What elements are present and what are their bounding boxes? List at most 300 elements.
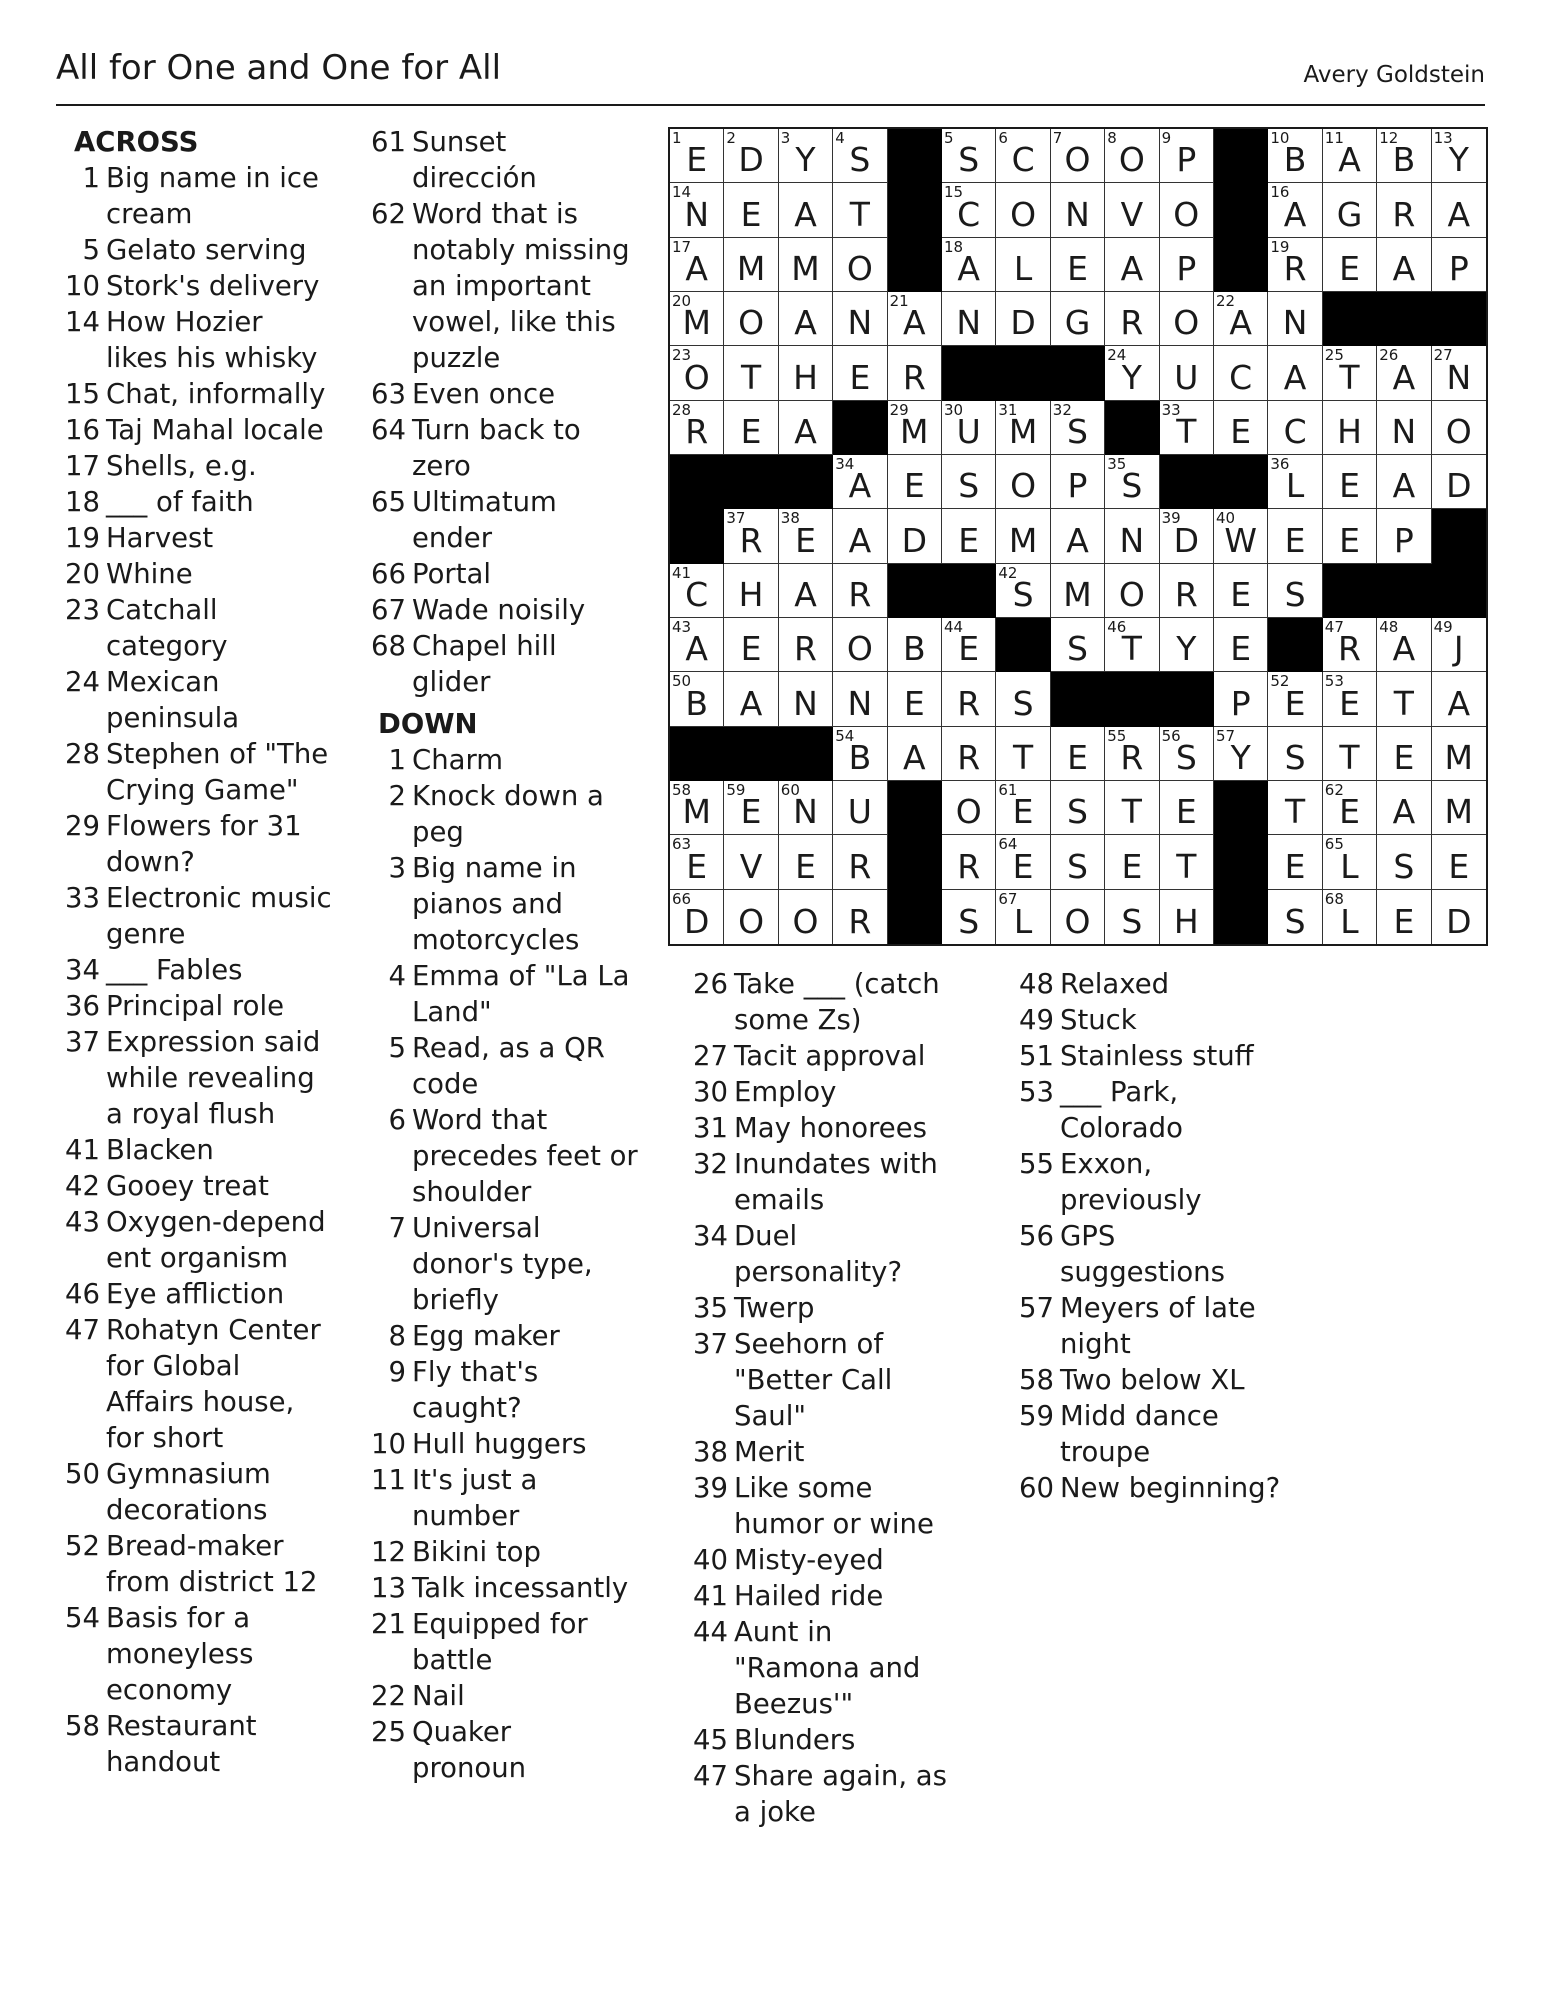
black-square xyxy=(1214,238,1268,292)
grid-cell[interactable] xyxy=(1051,292,1105,346)
clue-text-line: ender xyxy=(412,522,493,554)
grid-cell[interactable] xyxy=(724,618,778,672)
grid-cell[interactable] xyxy=(942,183,996,237)
clue-text-line: Mexican xyxy=(106,666,220,698)
across-clue-67[interactable] xyxy=(364,592,664,628)
down-heading: DOWN xyxy=(378,708,478,740)
grid-cell[interactable] xyxy=(1268,346,1322,400)
grid-cell[interactable] xyxy=(1268,292,1322,346)
across-clue-24[interactable] xyxy=(58,664,358,736)
down-clue-7[interactable] xyxy=(364,1210,664,1318)
grid-cell[interactable] xyxy=(1432,672,1486,726)
grid-cell[interactable] xyxy=(833,183,887,237)
grid-cell[interactable] xyxy=(996,727,1050,781)
grid-cell[interactable] xyxy=(1377,346,1431,400)
grid-cell[interactable] xyxy=(1051,509,1105,563)
across-clue-14[interactable] xyxy=(58,304,358,376)
grid-cell[interactable] xyxy=(724,890,778,944)
across-clue-43[interactable] xyxy=(58,1204,358,1276)
grid-cell[interactable] xyxy=(888,401,942,455)
across-clue-66[interactable] xyxy=(364,556,664,592)
grid-cell[interactable] xyxy=(1214,401,1268,455)
clue-number: 23 xyxy=(65,594,100,626)
cell-letter: O xyxy=(846,248,873,288)
grid-cell[interactable] xyxy=(1214,727,1268,781)
grid-cell[interactable] xyxy=(779,509,833,563)
grid-cell[interactable] xyxy=(779,292,833,346)
grid-cell[interactable] xyxy=(1323,781,1377,835)
grid-cell[interactable] xyxy=(1268,672,1322,726)
grid-cell[interactable] xyxy=(724,781,778,835)
grid-cell[interactable] xyxy=(1377,129,1431,183)
grid-cell[interactable] xyxy=(1160,292,1214,346)
grid-cell[interactable] xyxy=(1432,890,1486,944)
grid-cell[interactable] xyxy=(1105,183,1159,237)
grid-cell[interactable] xyxy=(833,618,887,672)
grid-cell[interactable] xyxy=(1214,564,1268,618)
grid-cell[interactable] xyxy=(1051,890,1105,944)
down-clue-34[interactable] xyxy=(686,1218,986,1290)
grid-cell[interactable] xyxy=(996,672,1050,726)
down-clue-47[interactable] xyxy=(686,1758,986,1830)
cell-number: 68 xyxy=(1324,889,1344,908)
down-clue-40[interactable] xyxy=(686,1542,986,1578)
clue-text-line: donor's type, xyxy=(412,1248,593,1280)
grid-cell[interactable] xyxy=(779,564,833,618)
grid-cell[interactable] xyxy=(1377,835,1431,889)
grid-cell[interactable] xyxy=(1377,238,1431,292)
grid-cell[interactable] xyxy=(670,890,724,944)
grid-cell[interactable] xyxy=(888,292,942,346)
grid-cell[interactable] xyxy=(942,292,996,346)
grid-cell[interactable] xyxy=(942,835,996,889)
across-clue-62[interactable] xyxy=(364,196,664,376)
down-clue-3[interactable] xyxy=(364,850,664,958)
grid-cell[interactable] xyxy=(1323,401,1377,455)
grid-cell[interactable] xyxy=(996,238,1050,292)
across-clue-37[interactable] xyxy=(58,1024,358,1132)
grid-cell[interactable] xyxy=(1377,509,1431,563)
down-clue-4[interactable] xyxy=(364,958,664,1030)
grid-cell[interactable] xyxy=(1105,509,1159,563)
down-clue-56[interactable] xyxy=(1012,1218,1312,1290)
clue-number: 39 xyxy=(693,1472,728,1504)
down-clue-11[interactable] xyxy=(364,1462,664,1534)
down-clue-22[interactable] xyxy=(364,1678,664,1714)
grid-cell[interactable] xyxy=(942,618,996,672)
grid-cell[interactable] xyxy=(1051,781,1105,835)
grid-cell[interactable] xyxy=(996,129,1050,183)
grid-cell[interactable] xyxy=(996,781,1050,835)
down-clue-51[interactable] xyxy=(1012,1038,1312,1074)
cell-letter: L xyxy=(1340,901,1359,941)
grid-cell[interactable] xyxy=(1214,346,1268,400)
black-square xyxy=(1214,890,1268,944)
grid-cell[interactable] xyxy=(1432,455,1486,509)
grid-cell[interactable] xyxy=(833,292,887,346)
grid-cell[interactable] xyxy=(1160,564,1214,618)
grid-cell[interactable] xyxy=(1377,727,1431,781)
grid-cell[interactable] xyxy=(779,672,833,726)
across-clue-54[interactable] xyxy=(58,1600,358,1708)
across-clue-63[interactable] xyxy=(364,376,664,412)
grid-cell[interactable] xyxy=(779,401,833,455)
across-clue-15[interactable] xyxy=(58,376,358,412)
grid-cell[interactable] xyxy=(1323,455,1377,509)
clue-text-line: vowel, like this xyxy=(412,306,616,338)
grid-cell[interactable] xyxy=(670,835,724,889)
grid-cell[interactable] xyxy=(833,346,887,400)
grid-cell[interactable] xyxy=(1051,618,1105,672)
grid-cell[interactable] xyxy=(670,346,724,400)
grid-cell[interactable] xyxy=(670,129,724,183)
clue-text-line: Saul" xyxy=(734,1400,807,1432)
down-clue-21[interactable] xyxy=(364,1606,664,1678)
across-clue-34[interactable] xyxy=(58,952,358,988)
across-clue-50[interactable] xyxy=(58,1456,358,1528)
cell-number: 9 xyxy=(1161,129,1172,147)
grid-cell[interactable] xyxy=(1432,238,1486,292)
grid-cell[interactable] xyxy=(833,129,887,183)
across-clue-47[interactable] xyxy=(58,1312,358,1456)
grid-cell[interactable] xyxy=(1105,890,1159,944)
cell-letter: R xyxy=(957,737,981,777)
down-clue-35[interactable] xyxy=(686,1290,986,1326)
cell-letter: A xyxy=(848,466,872,506)
across-clue-1[interactable] xyxy=(58,160,358,232)
across-clue-36[interactable] xyxy=(58,988,358,1024)
grid-cell[interactable] xyxy=(1051,238,1105,292)
cell-letter: D xyxy=(1173,520,1199,560)
grid-cell[interactable] xyxy=(1105,618,1159,672)
grid-cell[interactable] xyxy=(1268,781,1322,835)
grid-cell[interactable] xyxy=(1051,401,1105,455)
grid-cell[interactable] xyxy=(724,238,778,292)
grid-cell[interactable] xyxy=(1268,890,1322,944)
down-clue-25[interactable] xyxy=(364,1714,664,1786)
cell-letter: R xyxy=(1283,248,1307,288)
across-clue-65[interactable] xyxy=(364,484,664,556)
grid-cell[interactable] xyxy=(670,401,724,455)
grid-cell[interactable] xyxy=(942,781,996,835)
grid-cell[interactable] xyxy=(1051,727,1105,781)
grid-cell[interactable] xyxy=(1432,183,1486,237)
across-clue-58[interactable] xyxy=(58,1708,358,1780)
down-clue-5[interactable] xyxy=(364,1030,664,1102)
grid-cell[interactable] xyxy=(833,781,887,835)
grid-cell[interactable] xyxy=(1105,564,1159,618)
grid-cell[interactable] xyxy=(996,292,1050,346)
grid-cell[interactable] xyxy=(996,509,1050,563)
grid-cell[interactable] xyxy=(1432,618,1486,672)
across-clue-46[interactable] xyxy=(58,1276,358,1312)
down-clue-6[interactable] xyxy=(364,1102,664,1210)
down-clue-39[interactable] xyxy=(686,1470,986,1542)
grid-cell[interactable] xyxy=(1051,835,1105,889)
grid-cell[interactable] xyxy=(1323,890,1377,944)
grid-cell[interactable] xyxy=(1160,346,1214,400)
grid-cell[interactable] xyxy=(1268,238,1322,292)
clue-number: 18 xyxy=(65,486,100,518)
grid-cell[interactable] xyxy=(670,618,724,672)
clue-text-line: Word that xyxy=(412,1104,548,1136)
grid-cell[interactable] xyxy=(1160,509,1214,563)
across-clue-52[interactable] xyxy=(58,1528,358,1600)
grid-cell[interactable] xyxy=(1377,672,1431,726)
grid-cell[interactable] xyxy=(1268,455,1322,509)
down-clue-37[interactable] xyxy=(686,1326,986,1434)
grid-cell[interactable] xyxy=(1105,346,1159,400)
grid-cell[interactable] xyxy=(1160,238,1214,292)
grid-cell[interactable] xyxy=(833,672,887,726)
cell-letter: B xyxy=(1392,140,1416,180)
grid-cell[interactable] xyxy=(1323,835,1377,889)
black-square xyxy=(888,781,942,835)
down-clue-41[interactable] xyxy=(686,1578,986,1614)
grid-cell[interactable] xyxy=(1160,835,1214,889)
cell-letter: G xyxy=(1064,303,1091,343)
down-clue-58[interactable] xyxy=(1012,1362,1312,1398)
grid-cell[interactable] xyxy=(942,455,996,509)
grid-cell[interactable] xyxy=(1323,727,1377,781)
grid-cell[interactable] xyxy=(779,346,833,400)
grid-cell[interactable] xyxy=(833,890,887,944)
grid-cell[interactable] xyxy=(1105,129,1159,183)
down-clue-31[interactable] xyxy=(686,1110,986,1146)
clue-text-line: Hull huggers xyxy=(412,1428,587,1460)
down-clue-44[interactable] xyxy=(686,1614,986,1722)
grid-cell[interactable] xyxy=(1105,292,1159,346)
grid-cell[interactable] xyxy=(670,183,724,237)
grid-cell[interactable] xyxy=(1160,727,1214,781)
cell-letter: S xyxy=(958,901,980,941)
grid-cell[interactable] xyxy=(942,401,996,455)
grid-cell[interactable] xyxy=(1432,835,1486,889)
grid-cell[interactable] xyxy=(779,238,833,292)
grid-cell[interactable] xyxy=(1323,618,1377,672)
grid-cell[interactable] xyxy=(833,509,887,563)
grid-cell[interactable] xyxy=(670,238,724,292)
down-clue-60[interactable] xyxy=(1012,1470,1312,1506)
grid-cell[interactable] xyxy=(833,455,887,509)
grid-cell[interactable] xyxy=(724,672,778,726)
grid-cell[interactable] xyxy=(942,129,996,183)
grid-cell[interactable] xyxy=(996,455,1050,509)
grid-cell[interactable] xyxy=(1377,781,1431,835)
grid-cell[interactable] xyxy=(996,564,1050,618)
grid-cell[interactable] xyxy=(888,618,942,672)
grid-cell[interactable] xyxy=(996,401,1050,455)
grid-cell[interactable] xyxy=(833,564,887,618)
grid-cell[interactable] xyxy=(1268,509,1322,563)
down-clue-38[interactable] xyxy=(686,1434,986,1470)
across-clue-28[interactable] xyxy=(58,736,358,808)
grid-cell[interactable] xyxy=(1105,238,1159,292)
grid-cell[interactable] xyxy=(779,835,833,889)
black-square xyxy=(996,618,1050,672)
down-clue-2[interactable] xyxy=(364,778,664,850)
cell-number: 60 xyxy=(780,781,800,799)
across-clue-18[interactable] xyxy=(58,484,358,520)
grid-cell[interactable] xyxy=(670,672,724,726)
down-clue-57[interactable] xyxy=(1012,1290,1312,1362)
grid-cell[interactable] xyxy=(1105,455,1159,509)
across-clue-16[interactable] xyxy=(58,412,358,448)
grid-cell[interactable] xyxy=(888,346,942,400)
down-clue-48[interactable] xyxy=(1012,966,1312,1002)
down-clue-32[interactable] xyxy=(686,1146,986,1218)
grid-cell[interactable] xyxy=(1268,129,1322,183)
grid-cell[interactable] xyxy=(1377,890,1431,944)
clue-number: 37 xyxy=(693,1328,728,1360)
across-clue-19[interactable] xyxy=(58,520,358,556)
grid-cell[interactable] xyxy=(670,564,724,618)
across-clue-10[interactable] xyxy=(58,268,358,304)
grid-cell[interactable] xyxy=(1432,401,1486,455)
clue-number: 20 xyxy=(65,558,100,590)
grid-cell[interactable] xyxy=(1323,129,1377,183)
grid-cell[interactable] xyxy=(724,835,778,889)
grid-cell[interactable] xyxy=(1323,672,1377,726)
across-clue-61[interactable] xyxy=(364,124,664,196)
grid-cell[interactable] xyxy=(1105,727,1159,781)
grid-cell[interactable] xyxy=(724,129,778,183)
grid-cell[interactable] xyxy=(1214,618,1268,672)
grid-cell[interactable] xyxy=(1377,455,1431,509)
grid-cell[interactable] xyxy=(1268,401,1322,455)
grid-cell[interactable] xyxy=(1377,618,1431,672)
grid-cell[interactable] xyxy=(1051,129,1105,183)
across-clue-64[interactable] xyxy=(364,412,664,484)
grid-cell[interactable] xyxy=(1268,727,1322,781)
grid-cell[interactable] xyxy=(1268,564,1322,618)
grid-cell[interactable] xyxy=(1432,129,1486,183)
grid-cell[interactable] xyxy=(779,781,833,835)
down-clue-49[interactable] xyxy=(1012,1002,1312,1038)
grid-cell[interactable] xyxy=(888,455,942,509)
grid-cell[interactable] xyxy=(779,618,833,672)
grid-cell[interactable] xyxy=(1160,781,1214,835)
down-clue-45[interactable] xyxy=(686,1722,986,1758)
grid-cell[interactable] xyxy=(1105,835,1159,889)
across-clue-29[interactable] xyxy=(58,808,358,880)
down-clue-30[interactable] xyxy=(686,1074,986,1110)
grid-cell[interactable] xyxy=(1051,183,1105,237)
down-clue-1[interactable] xyxy=(364,742,664,778)
grid-cell[interactable] xyxy=(1051,564,1105,618)
grid-cell[interactable] xyxy=(1214,292,1268,346)
grid-cell[interactable] xyxy=(942,238,996,292)
grid-cell[interactable] xyxy=(833,238,887,292)
down-clue-8[interactable] xyxy=(364,1318,664,1354)
grid-cell[interactable] xyxy=(724,292,778,346)
grid-cell[interactable] xyxy=(996,835,1050,889)
grid-cell[interactable] xyxy=(724,564,778,618)
grid-cell[interactable] xyxy=(1160,890,1214,944)
grid-cell[interactable] xyxy=(1377,401,1431,455)
down-clue-53[interactable] xyxy=(1012,1074,1312,1146)
grid-cell[interactable] xyxy=(670,781,724,835)
grid-cell[interactable] xyxy=(724,401,778,455)
grid-cell[interactable] xyxy=(1268,183,1322,237)
grid-cell[interactable] xyxy=(888,727,942,781)
grid-cell[interactable] xyxy=(833,727,887,781)
down-clue-13[interactable] xyxy=(364,1570,664,1606)
grid-cell[interactable] xyxy=(1323,238,1377,292)
clue-number: 36 xyxy=(65,990,100,1022)
across-clue-23[interactable] xyxy=(58,592,358,664)
clue-text-line: number xyxy=(412,1500,520,1532)
across-clue-20[interactable] xyxy=(58,556,358,592)
grid-cell[interactable] xyxy=(942,890,996,944)
cell-letter: R xyxy=(848,846,872,886)
grid-cell[interactable] xyxy=(942,672,996,726)
grid-cell[interactable] xyxy=(888,672,942,726)
grid-cell[interactable] xyxy=(1377,183,1431,237)
down-clue-10[interactable] xyxy=(364,1426,664,1462)
grid-cell[interactable] xyxy=(779,890,833,944)
grid-cell[interactable] xyxy=(1432,781,1486,835)
grid-cell[interactable] xyxy=(1323,346,1377,400)
down-clue-59[interactable] xyxy=(1012,1398,1312,1470)
grid-cell[interactable] xyxy=(1323,509,1377,563)
grid-cell[interactable] xyxy=(779,129,833,183)
grid-cell[interactable] xyxy=(724,183,778,237)
across-clue-33[interactable] xyxy=(58,880,358,952)
down-clue-9[interactable] xyxy=(364,1354,664,1426)
grid-cell[interactable] xyxy=(1214,509,1268,563)
grid-cell[interactable] xyxy=(1051,455,1105,509)
grid-cell[interactable] xyxy=(996,183,1050,237)
grid-cell[interactable] xyxy=(1160,401,1214,455)
grid-cell[interactable] xyxy=(1432,346,1486,400)
grid-cell[interactable] xyxy=(779,183,833,237)
clue-number: 29 xyxy=(65,810,100,842)
across-clue-42[interactable] xyxy=(58,1168,358,1204)
down-clue-26[interactable] xyxy=(686,966,986,1038)
across-clue-41[interactable] xyxy=(58,1132,358,1168)
grid-cell[interactable] xyxy=(670,292,724,346)
grid-cell[interactable] xyxy=(724,509,778,563)
grid-cell[interactable] xyxy=(888,509,942,563)
across-clue-17[interactable] xyxy=(58,448,358,484)
grid-cell[interactable] xyxy=(724,346,778,400)
grid-cell[interactable] xyxy=(1160,129,1214,183)
cell-number: 22 xyxy=(1216,292,1236,310)
across-clue-68[interactable] xyxy=(364,628,664,700)
grid-cell[interactable] xyxy=(1268,835,1322,889)
down-clue-55[interactable] xyxy=(1012,1146,1312,1218)
clue-text-line: ___ Park, xyxy=(1060,1076,1179,1108)
grid-cell[interactable] xyxy=(996,890,1050,944)
grid-cell[interactable] xyxy=(833,835,887,889)
grid-cell[interactable] xyxy=(1160,183,1214,237)
clue-number: 53 xyxy=(1019,1076,1054,1108)
grid-cell[interactable] xyxy=(942,727,996,781)
grid-cell[interactable] xyxy=(942,509,996,563)
cell-letter: A xyxy=(794,303,817,343)
grid-cell[interactable] xyxy=(1214,672,1268,726)
across-clue-5[interactable] xyxy=(58,232,358,268)
clue-text-line: zero xyxy=(412,450,471,482)
grid-cell[interactable] xyxy=(1105,781,1159,835)
grid-cell[interactable] xyxy=(1323,183,1377,237)
cell-letter: B xyxy=(902,629,926,669)
grid-cell[interactable] xyxy=(1432,727,1486,781)
grid-cell[interactable] xyxy=(1160,618,1214,672)
down-clue-12[interactable] xyxy=(364,1534,664,1570)
down-clue-27[interactable] xyxy=(686,1038,986,1074)
